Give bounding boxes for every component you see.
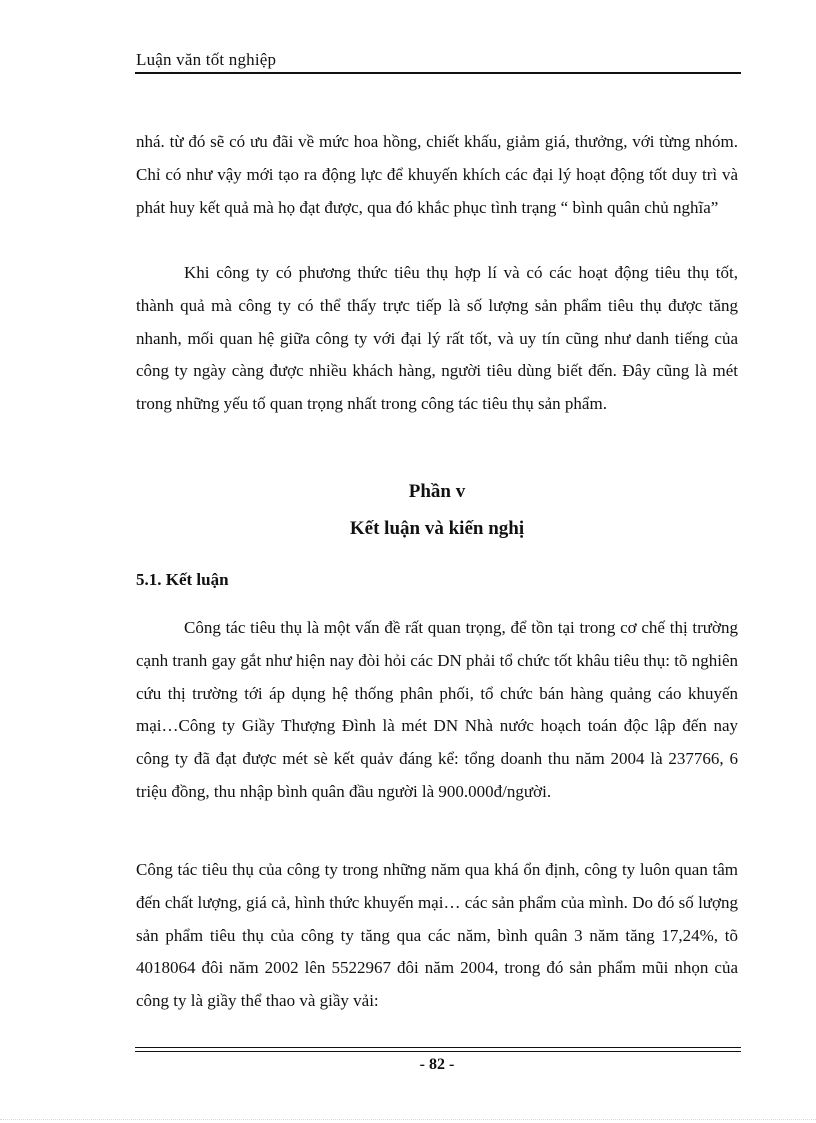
- running-header-title: Luận văn tốt nghiệp: [136, 50, 277, 69]
- paragraph-conclusion-intro: Công tác tiêu thụ là một vấn đề rất quan trọng, để tồn tại trong cơ chế thị trường cạnh tranh gay gắt như hiện nay đòi hỏi các DN phải tổ chức tốt khâu tiêu thụ: tõ nghiên cứu thị trường tới áp dụng hệ thống phân phối, tổ chức bán hàng quảng cáo khuyến mại…Công ty Giầy Thượng Đình là mét DN Nhà nước hoạch toán độc lập đến nay công ty đã đạt được mét sè kết quảv đáng kể: tổng doanh thu năm 2004 là 237766, 6 triệu đồng, thu nhập bình quân đầu người là 900.000đ/người.: [136, 618, 738, 801]
- header-rule: [135, 72, 741, 74]
- footer-rule-top: [135, 1047, 741, 1048]
- part-title-heading: Kết luận và kiến nghị: [349, 518, 525, 539]
- paragraph-consumption-results: Khi công ty có phương thức tiêu thụ hợp lí và có các hoạt động tiêu thụ tốt, thành quả mà công ty có thể thấy trực tiếp là số lượng sản phẩm tiêu thụ được tăng nhanh, mối quan hệ giữa công ty với đại lý rất tốt, và uy tín cũng như danh tiếng của công ty ngày càng được nhiều khách hàng, người tiêu dùng biết đến. Đây cũng là mét trong những yếu tố quan trọng nhất trong công tác tiêu thụ sản phẩm.: [136, 263, 738, 414]
- section-heading-conclusion: 5.1. Kết luận: [136, 570, 229, 589]
- page-edge-dots: [0, 1119, 816, 1120]
- page-number: - 82 -: [419, 1056, 455, 1073]
- paragraph-incentives: nhá. từ đó sẽ có ưu đãi về mức hoa hồng, chiết khấu, giảm giá, thưởng, với từng nhóm. Chỉ có như vậy mới tạo ra động lực để khuyến khích các đại lý hoạt động tốt duy trì và phát huy kết quả mà họ đạt được, qua đó khắc phục tình trạng “ bình quân chủ nghĩa”: [136, 132, 738, 217]
- part-number-heading: Phần v: [408, 481, 466, 502]
- footer-rule-bottom: [135, 1051, 741, 1052]
- paragraph-sales-stability: Công tác tiêu thụ của công ty trong những năm qua khá ổn định, công ty luôn quan tâm đến chất lượng, giá cả, hình thức khuyến mại… các sản phẩm của mình. Do đó số lượng sản phẩm tiêu thụ của công ty tăng qua các năm, bình quân 3 năm tăng 17,24%, tõ 4018064 đôi năm 2002 lên 5522967 đôi năm 2004, trong đó sản phẩm mũi nhọn của công ty là giầy thể thao và giầy vải:: [136, 860, 738, 1011]
